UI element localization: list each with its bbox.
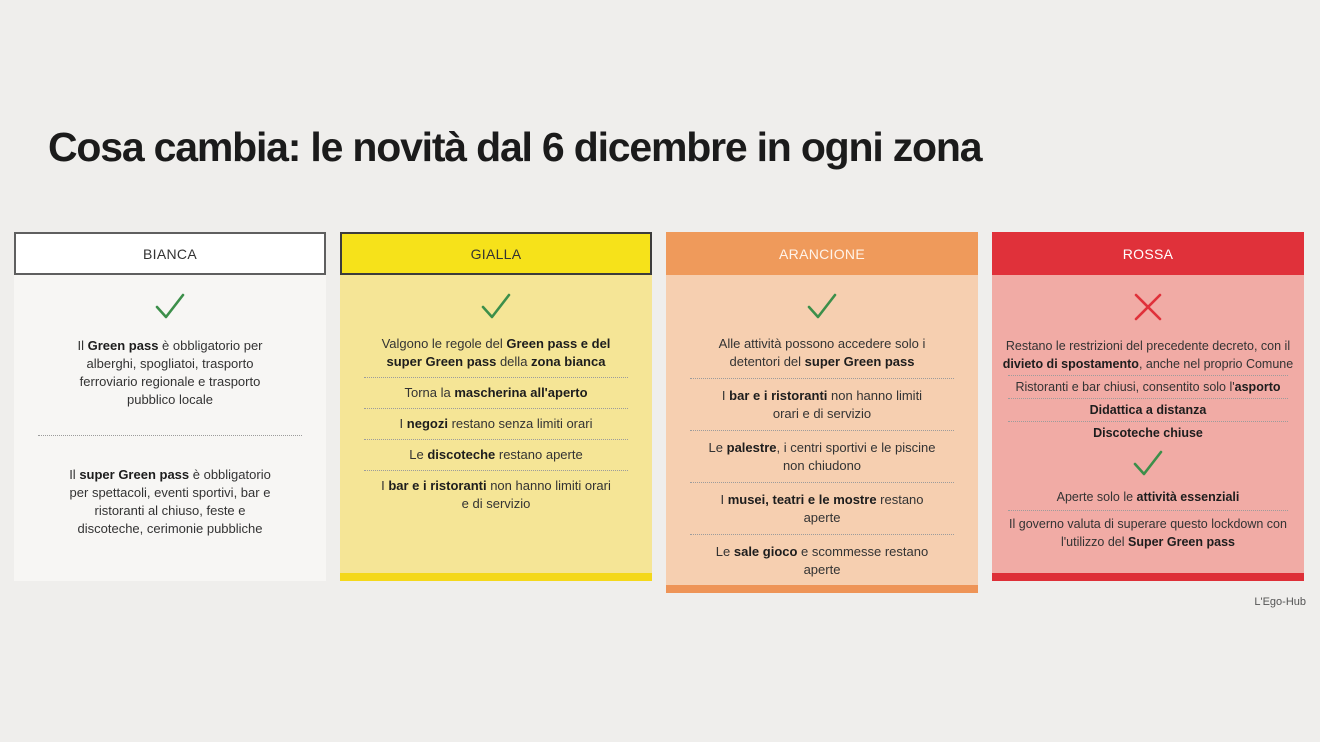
item-separator <box>1008 510 1288 511</box>
zone-item: Aperte solo le attività essenziali <box>1056 490 1240 504</box>
zone-header-bianca: BIANCA <box>14 232 326 275</box>
zone-item: Torna la mascherina all'aperto <box>404 385 588 400</box>
item-separator <box>690 534 955 535</box>
zone-item: Il Green pass è obbligatorio per alberghi, spogliatoi, trasporto ferroviario regionale e trasporto pubblico locale <box>77 338 263 407</box>
zone-item: Il super Green pass è obbligatorio per spettacoli, eventi sportivi, bar e ristoranti al chiuso, feste e discoteche, cerimonie pubbliche <box>69 467 271 536</box>
zone-footer-bar <box>14 573 326 581</box>
zone-items <box>352 325 640 513</box>
zone-items <box>996 325 1300 551</box>
check-icon <box>478 289 514 325</box>
item-separator <box>364 439 629 440</box>
zone-item: I bar e i ristoranti non hanno limiti orari e di servizio <box>721 388 923 421</box>
item-separator <box>690 430 955 431</box>
zone-body-rossa <box>992 275 1304 573</box>
zone-column-gialla <box>340 232 652 581</box>
zone-item: Alle attività possono accedere solo i detentori del super Green pass <box>718 336 926 369</box>
item-separator <box>1008 375 1288 376</box>
zone-footer-bar <box>992 573 1304 581</box>
zone-item: Le sale gioco e scommesse restano aperte <box>715 544 929 577</box>
zone-items <box>26 325 314 538</box>
zone-item: Discoteche chiuse <box>1093 426 1203 440</box>
item-separator <box>690 378 955 379</box>
zone-items <box>678 325 966 579</box>
item-separator <box>38 435 303 436</box>
item-separator <box>1008 398 1288 399</box>
item-separator <box>690 482 955 483</box>
zone-item: Il governo valuta di superare questo lockdown con l'utilizzo del Super Green pass <box>1009 517 1287 549</box>
zone-item: Ristoranti e bar chiusi, consentito solo l'asporto <box>1015 380 1281 394</box>
check-icon <box>804 289 840 325</box>
zone-body-gialla <box>340 275 652 573</box>
zone-footer-bar <box>666 585 978 593</box>
zone-header-rossa: ROSSA <box>992 232 1304 275</box>
zone-item: Valgono le regole del Green pass e del super Green pass della zona bianca <box>381 336 611 369</box>
zone-item: Didattica a distanza <box>1089 403 1207 417</box>
zone-column-bianca <box>14 232 326 581</box>
zone-item: I bar e i ristoranti non hanno limiti orari e di servizio <box>381 478 611 511</box>
check-icon <box>152 289 188 325</box>
zone-column-rossa <box>992 232 1304 581</box>
zone-footer-bar <box>340 573 652 581</box>
source-credit: L'Ego-Hub <box>1254 596 1306 608</box>
zone-body-arancione <box>666 275 978 585</box>
zone-column-arancione <box>666 232 978 581</box>
zone-item: I negozi restano senza limiti orari <box>399 416 593 431</box>
zone-header-arancione: ARANCIONE <box>666 232 978 275</box>
check-icon <box>1130 446 1166 482</box>
zone-item: Le palestre, i centri sportivi e le piscine non chiudono <box>708 440 936 473</box>
zone-item: I musei, teatri e le mostre restano aperte <box>720 492 924 525</box>
item-separator <box>1008 421 1288 422</box>
item-separator <box>364 408 629 409</box>
zone-item: Restano le restrizioni del precedente decreto, con il divieto di spostamento, anche nel proprio Comune <box>1002 339 1294 371</box>
item-separator <box>364 377 629 378</box>
cross-icon <box>1130 289 1166 325</box>
page-title: Cosa cambia: le novità dal 6 dicembre in ogni zona <box>48 124 982 170</box>
zone-item: Le discoteche restano aperte <box>409 447 583 462</box>
item-separator <box>364 470 629 471</box>
zone-header-gialla: GIALLA <box>340 232 652 275</box>
zone-body-bianca <box>14 275 326 573</box>
